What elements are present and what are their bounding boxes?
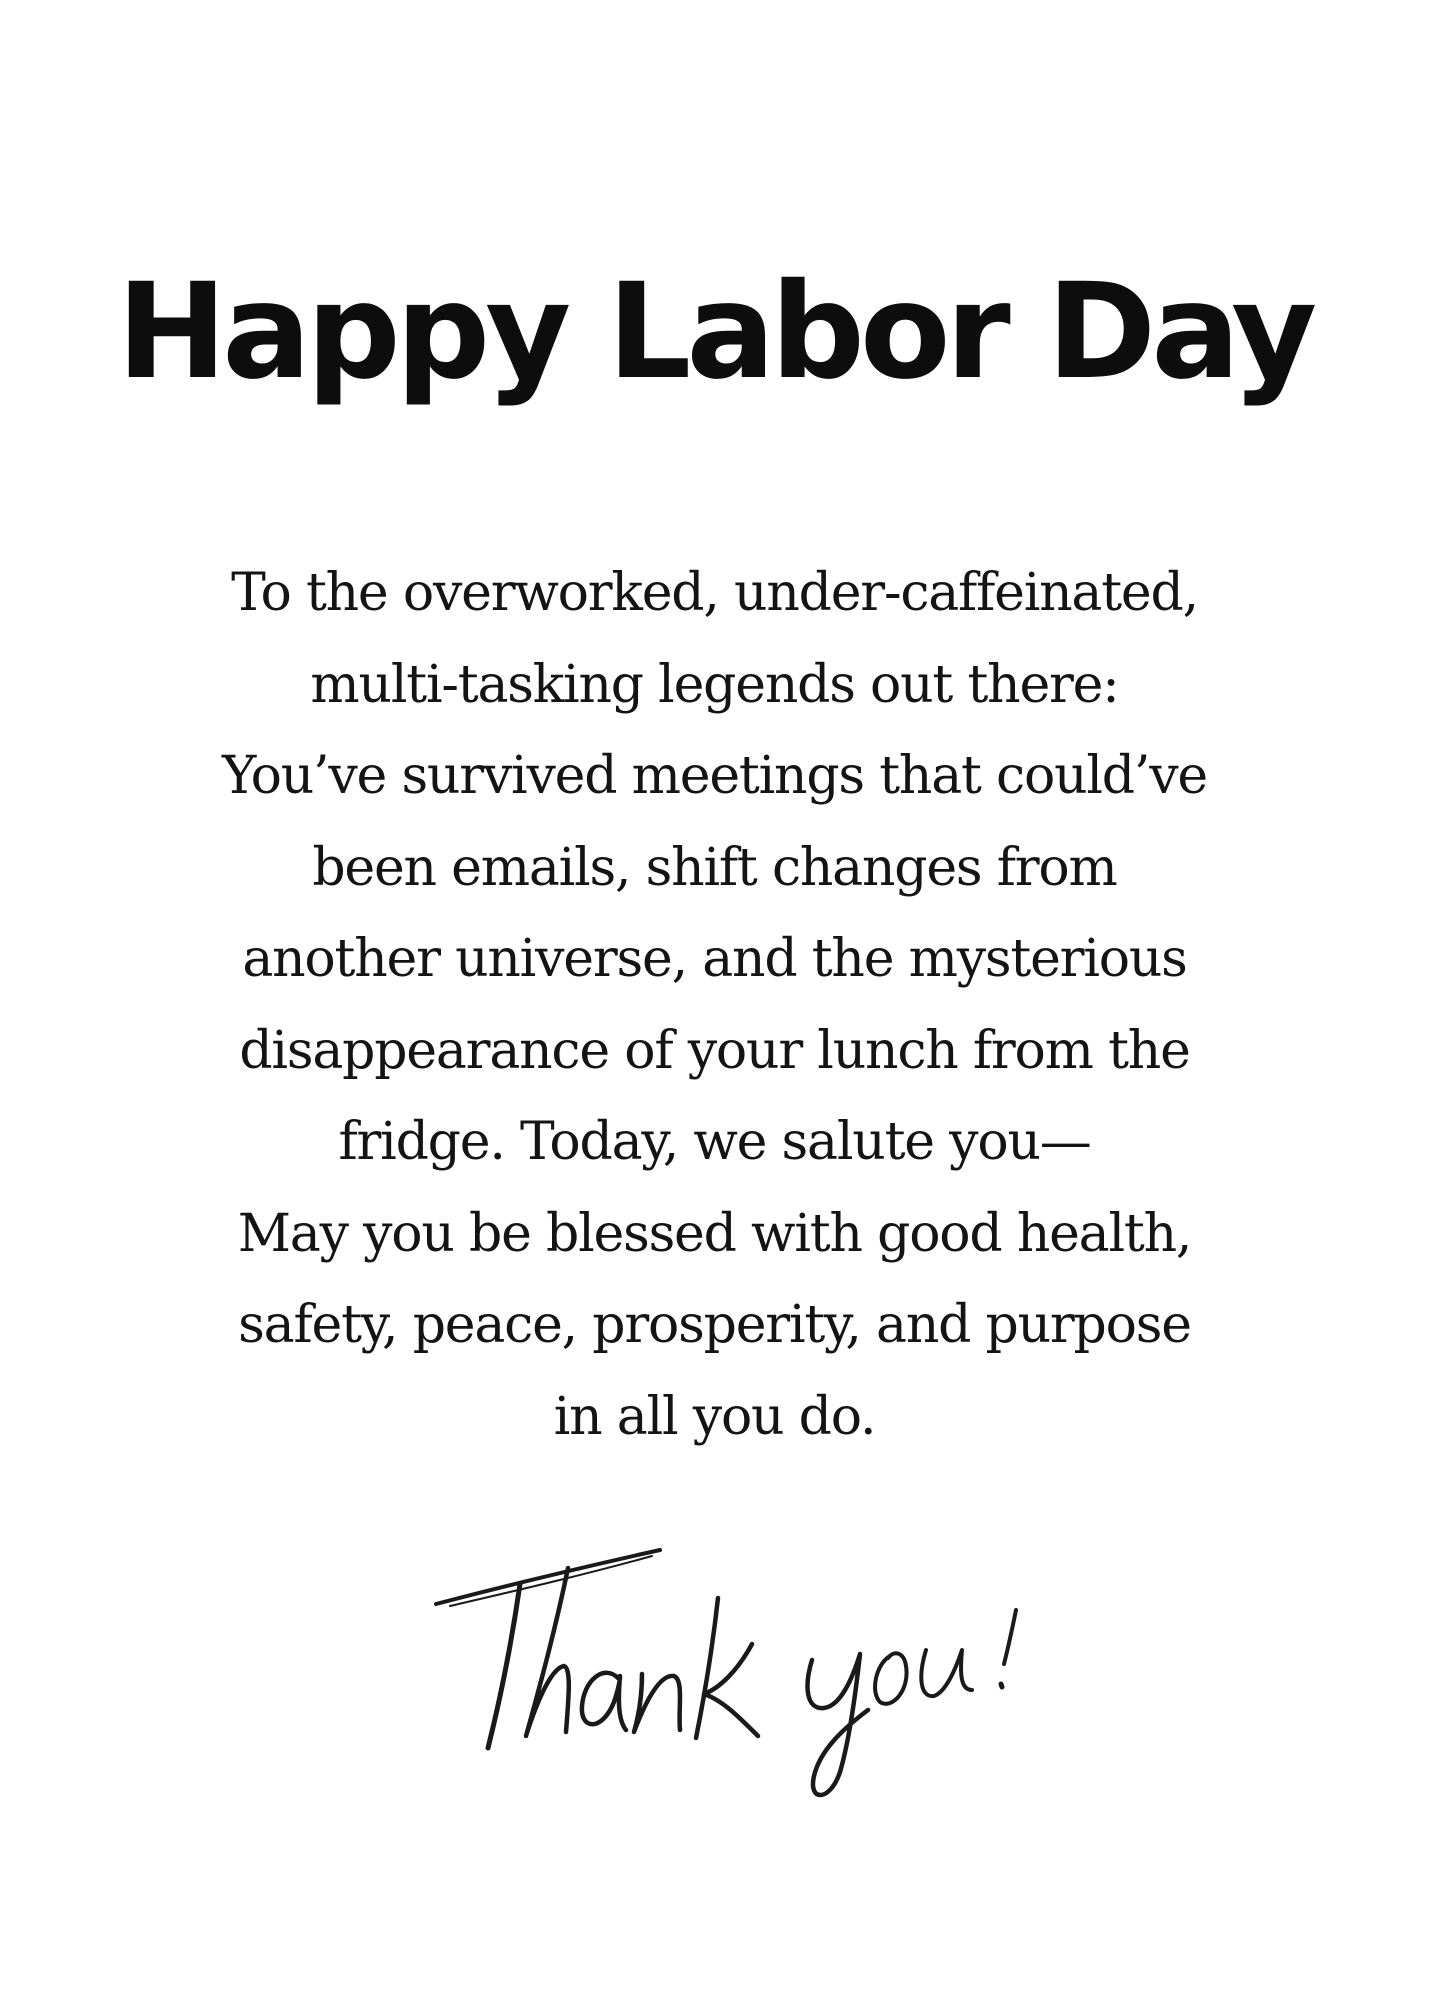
message-line: You’ve survived meetings that could’ve (222, 746, 1207, 806)
message-line: fridge. Today, we salute you— (338, 1112, 1091, 1172)
card-title: Happy Labor Day (116, 255, 1313, 409)
message-line: been emails, shift changes from (312, 837, 1117, 898)
message-line: in all you do. (553, 1386, 876, 1447)
message-line: multi-tasking legends out there: (310, 654, 1119, 715)
card-message (140, 548, 1289, 1463)
message-line: May you be blessed with good health, (237, 1203, 1192, 1264)
handwritten-signature (420, 1540, 1040, 1810)
message-line: safety, peace, prosperity, and purpose (238, 1295, 1191, 1355)
message-line: To the overworked, under-caffeinated, (231, 563, 1198, 623)
message-line: disappearance of your lunch from the (239, 1020, 1190, 1081)
message-line: another universe, and the mysterious (242, 929, 1187, 989)
